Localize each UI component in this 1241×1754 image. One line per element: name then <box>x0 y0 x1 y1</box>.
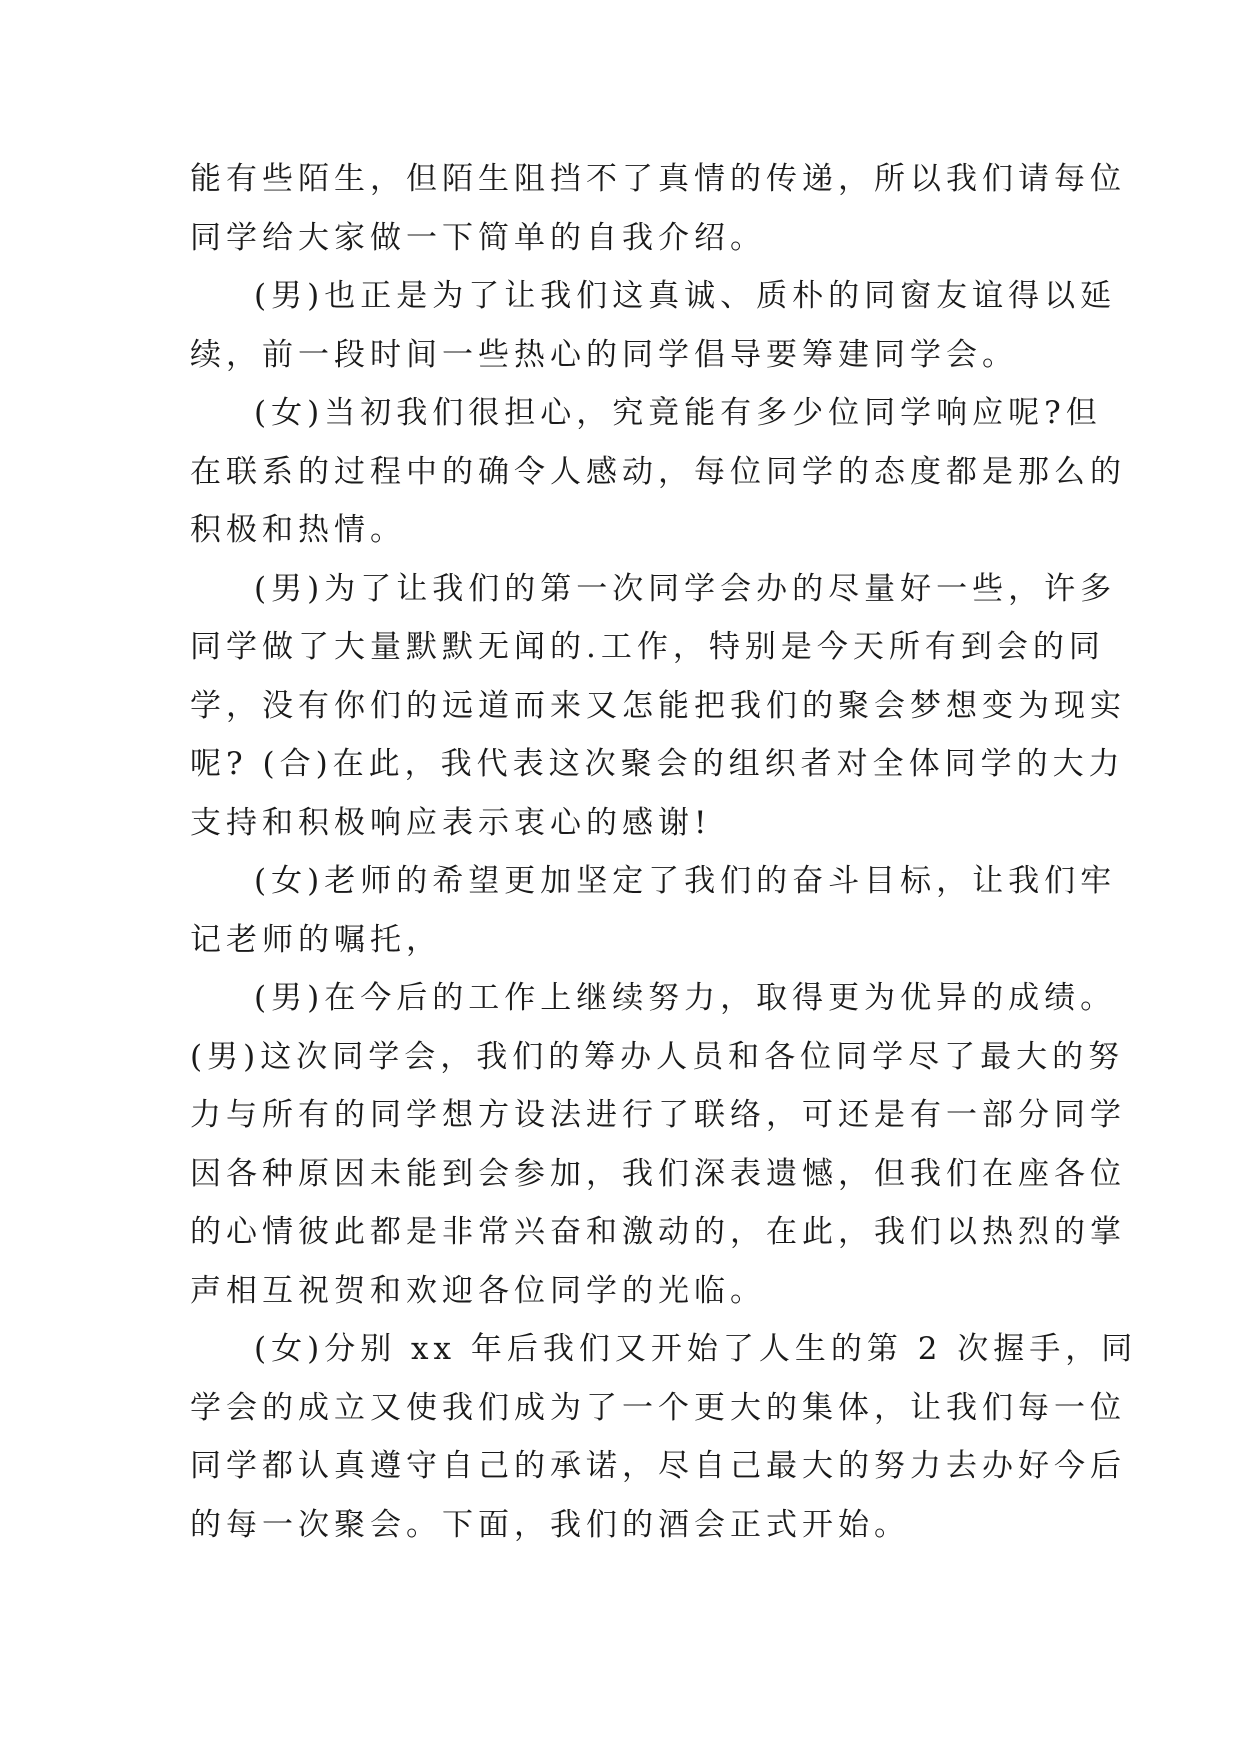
text-line: 同学给大家做一下简单的自我介绍。 <box>190 219 766 256</box>
text-line: 呢? (合)在此，我代表这次聚会的组织者对全体同学的大力 <box>190 746 1125 782</box>
text-line: (女)老师的希望更加坚定了我们的奋斗目标，让我们牢 <box>254 863 1117 899</box>
text-line: 在联系的过程中的确令人感动，每位同学的态度都是那么的 <box>190 453 1126 490</box>
text-line: 学，没有你们的远道而来又怎能把我们的聚会梦想变为现实 <box>190 687 1126 724</box>
text-line: (女)当初我们很担心，究竟能有多少位同学响应呢?但 <box>254 395 1102 431</box>
body-text <box>190 150 1138 1554</box>
text-line: 因各种原因未能到会参加，我们深表遗憾，但我们在座各位 <box>190 1155 1126 1192</box>
text-line: 的每一次聚会。下面，我们的酒会正式开始。 <box>190 1506 910 1543</box>
text-line: (男)也正是为了让我们这真诚、质朴的同窗友谊得以延 <box>254 278 1117 314</box>
text-line: (女)分别 xx 年后我们又开始了人生的第 2 次握手，同 <box>254 1331 1138 1367</box>
text-line: 记老师的嘱托， <box>190 921 442 958</box>
text-line: 的心情彼此都是非常兴奋和激动的，在此，我们以热烈的掌 <box>190 1214 1126 1250</box>
text-line: 续，前一段时间一些热心的同学倡导要筹建同学会。 <box>190 336 1018 373</box>
text-line: 力与所有的同学想方设法进行了联络，可还是有一部分同学 <box>190 1097 1126 1133</box>
text-line: 声相互祝贺和欢迎各位同学的光临。 <box>190 1272 766 1309</box>
text-line: 能有些陌生，但陌生阻挡不了真情的传递，所以我们请每位 <box>190 161 1126 197</box>
text-line: (男)这次同学会，我们的筹办人员和各位同学尽了最大的努 <box>190 1038 1125 1075</box>
text-line: 同学都认真遵守自己的承诺，尽自己最大的努力去办好今后 <box>190 1448 1126 1484</box>
text-line: (男)为了让我们的第一次同学会办的尽量好一些，许多 <box>254 570 1117 607</box>
text-line: 学会的成立又使我们成为了一个更大的集体，让我们每一位 <box>190 1389 1126 1426</box>
text-line: 同学做了大量默默无闻的.工作，特别是今天所有到会的同 <box>190 629 1105 665</box>
text-line: 积极和热情。 <box>190 512 406 548</box>
text-line: (男)在今后的工作上继续努力，取得更为优异的成绩。 <box>254 980 1117 1016</box>
text-line: 支持和积极响应表示衷心的感谢! <box>190 804 712 841</box>
